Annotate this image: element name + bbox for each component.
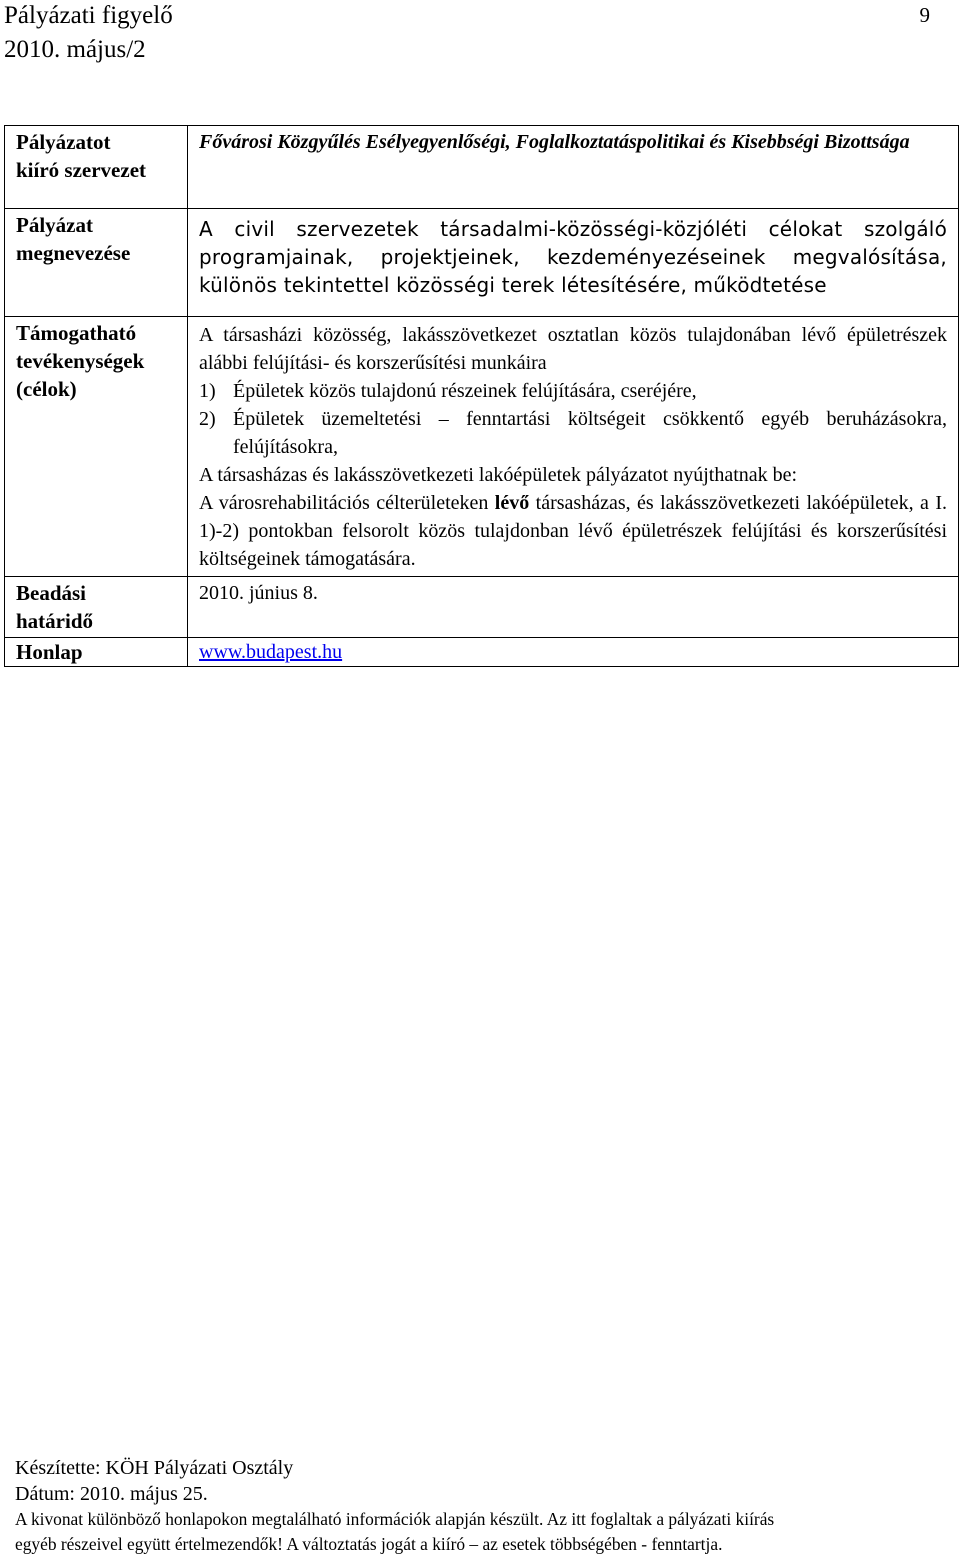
label-line: tevékenységek <box>16 349 145 373</box>
list-item-number: 2) <box>199 408 216 430</box>
row-label-supported-activities <box>5 317 188 577</box>
table-row <box>5 577 959 638</box>
row-label-organizer <box>5 126 188 209</box>
label-line: Pályázat <box>16 213 93 237</box>
grant-name-value: A civil szervezetek társadalmi-közösségi-közjóléti célokat szolgáló programjainak, projektjeinek, kezdeményezéseinek megvalósítása, különös tekintettel közösségi terek létesítésére, működtetése <box>188 209 959 317</box>
label-line: Pályázatot <box>16 130 111 154</box>
website-link[interactable]: www.budapest.hu <box>199 641 343 663</box>
grant-info-table <box>4 125 959 667</box>
label-line: Beadási <box>16 581 87 605</box>
target-text-post: társasházas, és lakásszövetkezeti lakóépületek, a I. 1)-2) pontokban felsorolt közös tulajdonban lévő épületrészek felújítási és korszerűsítési költségeinek támogatására. <box>199 492 947 570</box>
table-row <box>5 638 959 667</box>
footer-note-line-1: A kivonat különböző honlapokon megtalálható információk alapján készült. Az itt foglaltak a pályázati kiírás <box>15 1509 775 1529</box>
list-item-text: Épületek közös tulajdonú részeinek felújítására, cseréjére, <box>233 380 697 402</box>
row-label-website: Honlap <box>5 638 188 667</box>
list-item <box>199 405 947 461</box>
support-applicants: A társasházas és lakásszövetkezeti lakóépületek pályázatot nyújthatnak be: <box>199 464 798 486</box>
row-label-deadline <box>5 577 188 638</box>
row-label-grant-name <box>5 209 188 317</box>
target-text-pre: A városrehabilitációs célterületeken <box>199 492 495 514</box>
website-cell <box>188 638 959 667</box>
list-item-number: 1) <box>199 380 216 402</box>
list-item-text: Épületek üzemeltetési – fenntartási költségeit csökkentő egyéb beruházásokra, felújításokra, <box>233 408 947 458</box>
footer-author: Készítette: KÖH Pályázati Osztály <box>15 1457 294 1479</box>
table-row <box>5 126 959 209</box>
label-line: megnevezése <box>16 241 131 265</box>
table-row <box>5 317 959 577</box>
footer-note-line-2: egyéb részeivel együtt értelmezendők! A változtatás jogát a kiíró – az esetek többségében - fenntartja. <box>15 1534 723 1554</box>
label-line: (célok) <box>16 377 77 401</box>
table-row <box>5 209 959 317</box>
organizer-value: Fővárosi Közgyűlés Esélyegyenlőségi, Foglalkoztatáspolitikai és Kisebbségi Bizottsága <box>188 126 959 209</box>
footer-date: Dátum: 2010. május 25. <box>15 1483 208 1505</box>
footer <box>15 1455 945 1557</box>
label-line: Támogatható <box>16 321 137 345</box>
deadline-value: 2010. június 8. <box>188 577 959 638</box>
label-line: határidő <box>16 609 94 633</box>
header-issue: 2010. május/2 <box>4 36 146 63</box>
list-item <box>199 377 947 405</box>
label-line: kiíró szervezet <box>16 158 147 182</box>
header-title: Pályázati figyelő <box>4 2 173 29</box>
target-text-bold: lévő <box>494 492 530 514</box>
support-target <box>199 489 947 573</box>
page-number: 9 <box>919 3 930 27</box>
supported-activities-value <box>188 317 959 577</box>
support-intro: A társasházi közösség, lakásszövetkezet osztatlan közös tulajdonában lévő épületrészek alábbi felújítási- és korszerűsítési munkáira <box>199 324 947 374</box>
